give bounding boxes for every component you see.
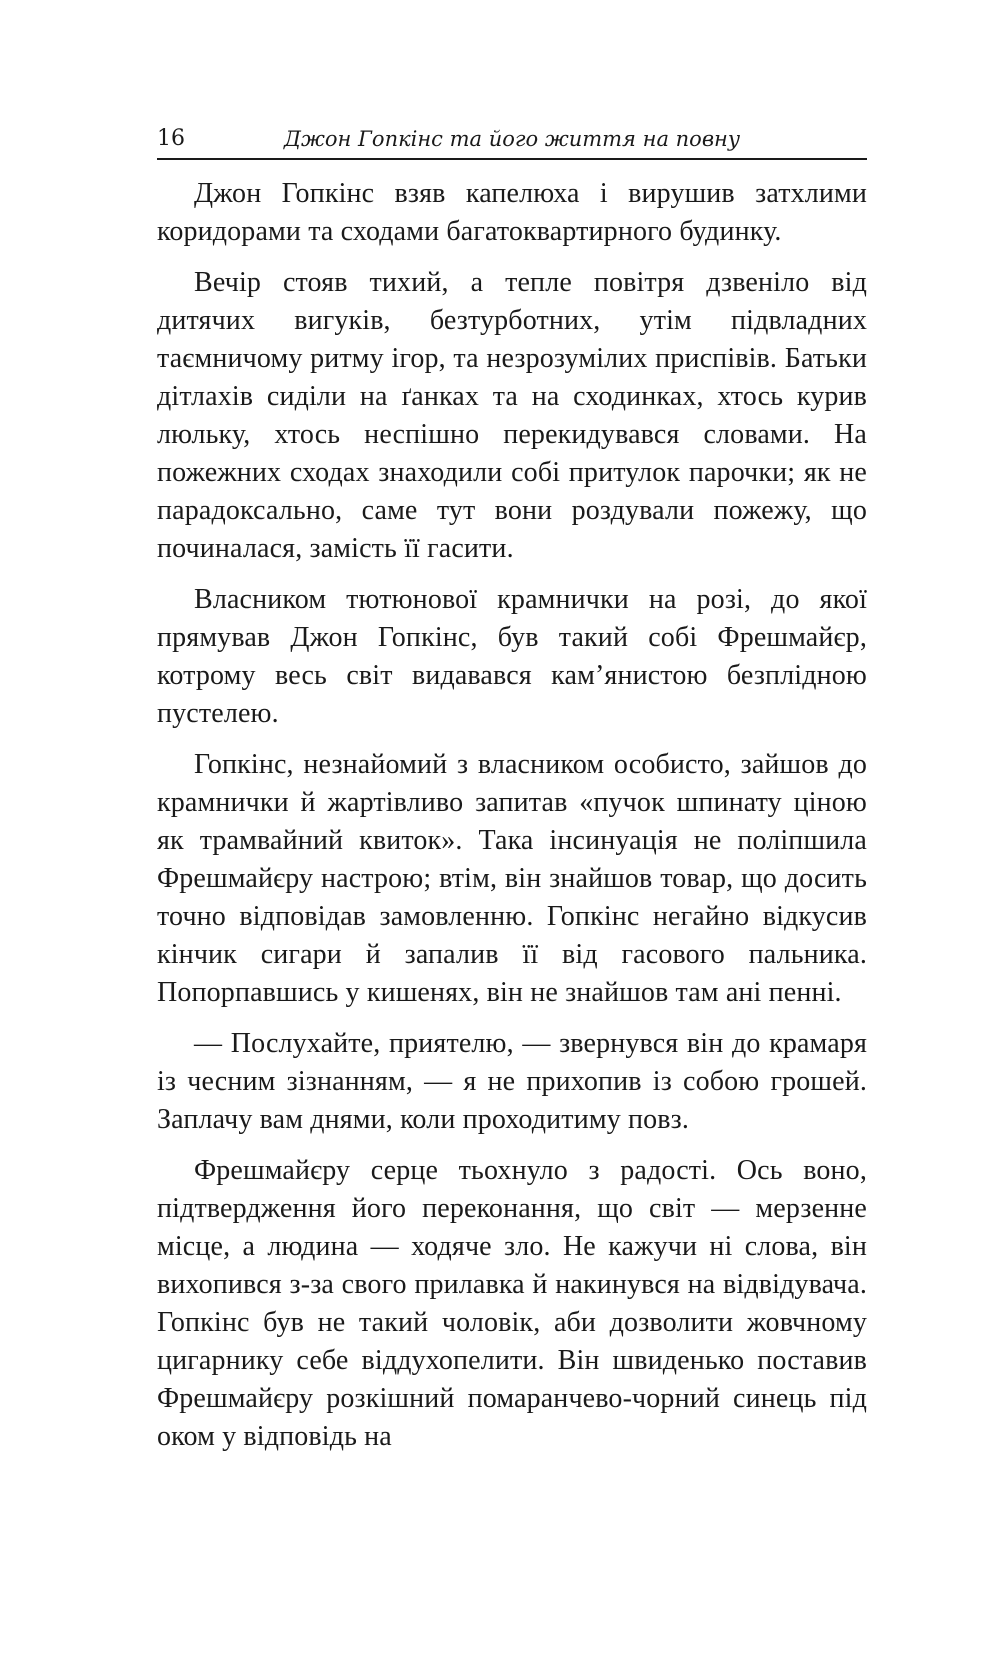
page-number: 16 xyxy=(157,126,185,151)
paragraph: Джон Гопкінс взяв капелюха і вирушив затхлими коридорами та сходами багатоквартирного будинку. xyxy=(157,178,867,247)
paragraph: Фрешмайєру серце тьохнуло з радості. Ось воно, підтвердження його переконання, що світ — мерзенне місце, а людина — ходяче зло. Не кажучи ні слова, він вихопився з-за свого прилавка й накинувся на відвідувача. Гопкінс був не такий чоловік, аби дозволити жовчному цигарнику себе віддухопелити. Він швиденько поставив Фрешмайєру розкішний помаранчево-чорний синець під оком у відповідь на xyxy=(157,1155,867,1452)
paragraph: Гопкінс, незнайомий з власником особисто, зайшов до крамнички й жартівливо запитав «пучок шпинату ціною як трамвайний квиток». Така інсинуація не поліпшила Фрешмайєру настрою; втім, він знайшов товар, що досить точно відповідав замовленню. Гопкінс негайно відкусив кінчик сигари й запалив її від гасового пальника. Попорпавшись у кишенях, він не знайшов там ані пенні. xyxy=(157,749,867,1008)
running-title: Джон Гопкінс та його життя на повну xyxy=(283,127,741,151)
running-head xyxy=(157,122,867,160)
paragraph: — Послухайте, приятелю, — звернувся він до крамаря із чесним зізнанням, — я не прихопив із собою грошей. Заплачу вам днями, коли проходитиму повз. xyxy=(157,1028,867,1135)
paragraph: Власником тютюнової крамнички на розі, до якої прямував Джон Гопкінс, був такий собі Фрешмайєр, котрому весь світ видавався кам’янистою безплідною пустелею. xyxy=(157,584,867,729)
paragraph: Вечір стояв тихий, а тепле повітря дзвеніло від дитячих вигуків, безтурботних, утім підвладних таємничому ритму ігор, та незрозумілих приспівів. Батьки дітлахів сиділи на ґанках та на сходинках, хтось курив люльку, хтось неспішно перекидувався словами. На пожежних сходах знаходили собі притулок парочки; як не парадоксально, саме тут вони роздували пожежу, що починалася, замість її гасити. xyxy=(157,267,867,564)
body-text xyxy=(157,175,867,1469)
